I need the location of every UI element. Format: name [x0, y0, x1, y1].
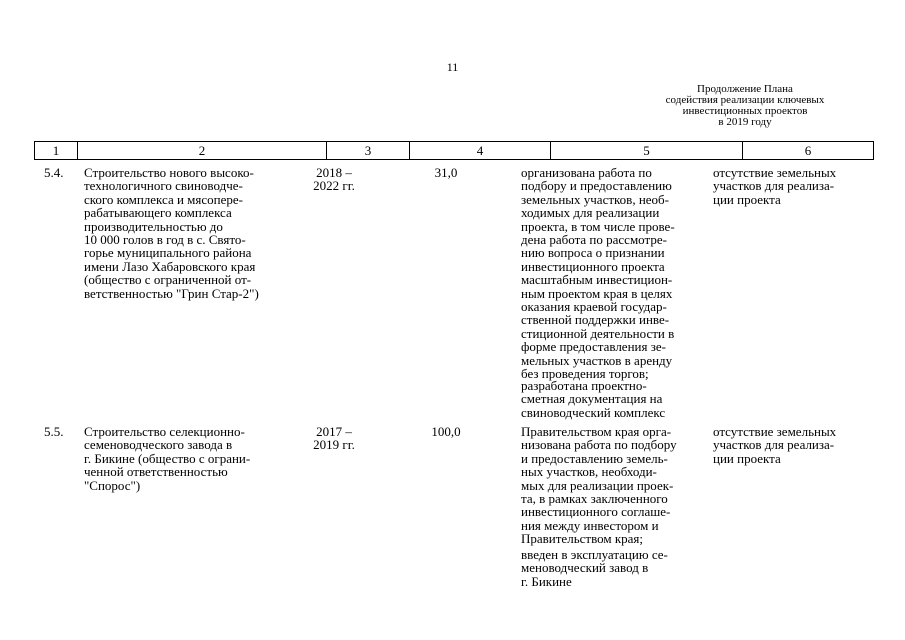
project-name [84, 166, 259, 300]
text-line: подбору и предоставлению [521, 178, 672, 194]
text-line: ния между инвестором и [521, 517, 659, 533]
text-line: стиционной деятельности в [521, 325, 675, 341]
text-line: 10 000 голов в год в с. Свято- [84, 232, 246, 248]
table-header-row [34, 141, 874, 160]
text-line: имени Лазо Хабаровского края [84, 258, 256, 274]
project-period [293, 166, 375, 193]
column-header: 4 [410, 142, 551, 159]
project-results-continued [521, 379, 665, 419]
continuation-line: в 2019 году [718, 116, 772, 128]
text-line: и предоставлению земель- [521, 450, 668, 466]
row-number: 5.5. [44, 424, 64, 439]
column-header: 1 [35, 142, 78, 159]
column-header: 5 [551, 142, 743, 159]
text-line: ным проектом края в целях [521, 285, 673, 301]
project-amount: 100,0 [431, 424, 461, 439]
text-line: отсутствие земельных [713, 165, 837, 180]
text-line: Строительство нового высоко- [84, 165, 254, 180]
text-line: проекта, в том числе прове- [521, 218, 675, 234]
project-issues [713, 425, 836, 465]
text-line: ского комплекса и мясопере- [84, 191, 243, 207]
text-line: 2018 – [316, 165, 352, 180]
text-line: ных участков, необходи- [521, 464, 657, 480]
text-line: форме предоставления зе- [521, 339, 666, 355]
project-amount: 31,0 [434, 165, 458, 180]
continuation-heading [640, 84, 850, 128]
project-issues [713, 166, 836, 206]
text-line: участков для реализа- [713, 437, 835, 453]
text-line: 2019 гг. [313, 437, 355, 453]
text-line: мых для реализации проек- [521, 477, 674, 493]
text-line: Правительством края орга- [521, 424, 672, 439]
project-results [521, 425, 677, 546]
project-period [293, 425, 375, 452]
text-line: участков для реализа- [713, 178, 835, 194]
text-line: технологичного свиноводче- [84, 178, 243, 194]
text-line: ции проекта [713, 191, 781, 207]
text-line: ственной поддержки инве- [521, 312, 670, 328]
project-name [84, 425, 250, 492]
continuation-line: содействия реализации ключевых [665, 94, 825, 106]
text-line: свиноводческий комплекс [521, 404, 666, 420]
text-line: та, в рамках заключенного [521, 491, 668, 507]
text-line: ченной ответственностью [84, 464, 228, 480]
continuation-line: Продолжение Плана [697, 83, 793, 95]
text-line: Строительство селекционно- [84, 424, 245, 439]
continuation-line: инвестиционных проектов [682, 105, 808, 117]
text-line: ветственностью "Грин Стар-2") [84, 285, 259, 301]
page-number: 11 [446, 60, 459, 74]
column-header: 3 [327, 142, 410, 159]
text-line: мельных участков в аренду [521, 352, 673, 368]
text-line: отсутствие земельных [713, 424, 837, 439]
text-line: Правительством края; [521, 531, 644, 547]
text-line: введен в эксплуатацию се- [521, 547, 668, 562]
text-line: организована работа по [521, 165, 652, 180]
text-line: 2017 – [316, 424, 352, 439]
text-line: 2022 гг. [313, 178, 355, 194]
text-line: сметная документация на [521, 391, 663, 407]
text-line: меноводческий завод в [521, 560, 649, 576]
text-line: масштабным инвестицион- [521, 272, 673, 288]
text-line: г. Бикине [521, 573, 572, 589]
text-line: дена работа по рассмотре- [521, 232, 667, 248]
text-line: инвестиционного соглаше- [521, 504, 671, 520]
text-line: горье муниципального района [84, 245, 252, 261]
text-line: низована работа по подбору [521, 437, 677, 453]
text-line: ции проекта [713, 450, 781, 466]
column-header: 6 [804, 143, 812, 158]
text-line: разработана проектно- [521, 378, 647, 393]
project-results-continued [521, 548, 668, 588]
text-line: оказания краевой государ- [521, 299, 667, 315]
text-line: инвестиционного проекта [521, 258, 665, 274]
text-line: производительностью до [84, 218, 223, 234]
project-results [521, 166, 675, 381]
text-line: без проведения торгов; [521, 366, 649, 382]
text-line: "Спорос") [84, 477, 141, 493]
text-line: нию вопроса о признании [521, 245, 665, 261]
column-header: 2 [78, 142, 327, 159]
text-line: семеноводческого завода в [84, 437, 233, 453]
text-line: земельных участков, необ- [521, 191, 669, 207]
text-line: ходимых для реализации [521, 205, 660, 221]
text-line: рабатывающего комплекса [84, 205, 232, 221]
text-line: (общество с ограниченной от- [84, 272, 252, 288]
row-number: 5.4. [44, 165, 64, 180]
text-line: г. Бикине (общество с ограни- [84, 450, 251, 466]
